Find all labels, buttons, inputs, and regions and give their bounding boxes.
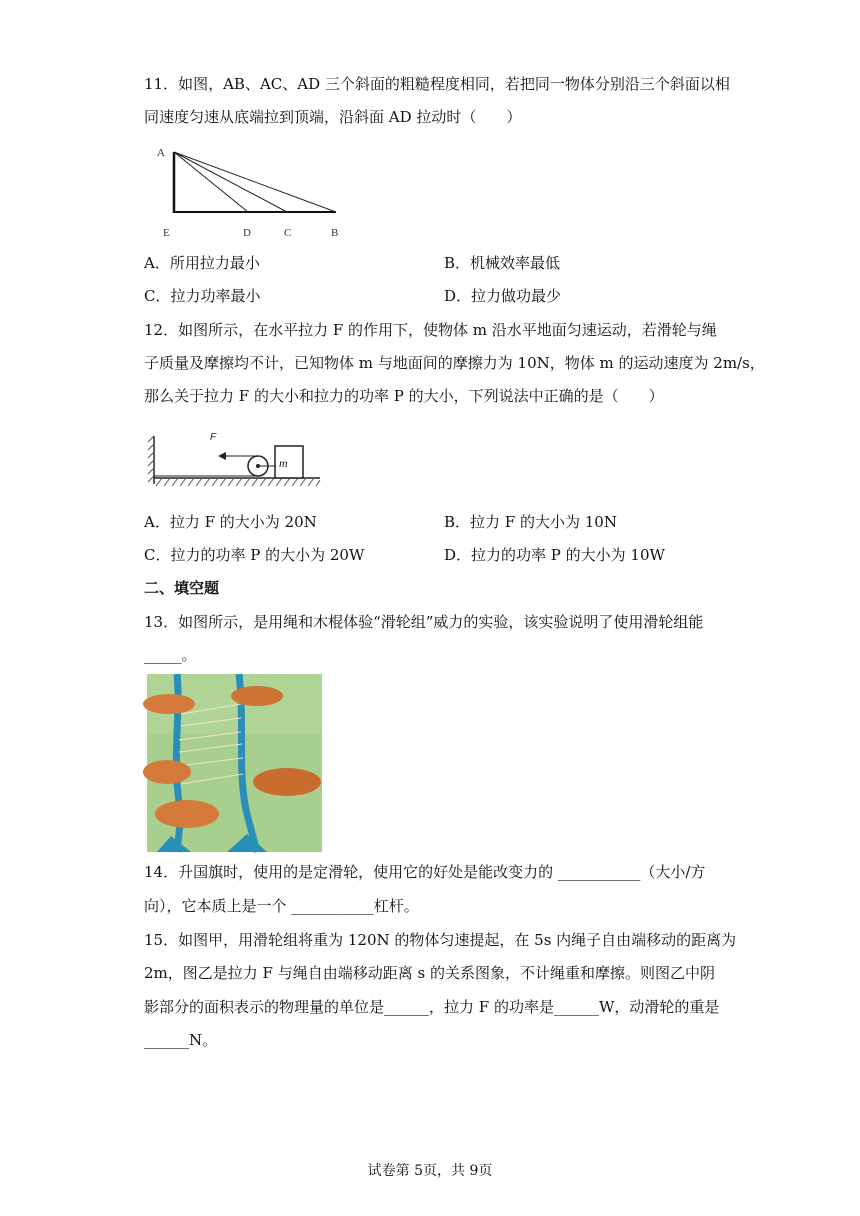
q13-stem-line1: 13．如图所示，是用绳和木棍体验“滑轮组”威力的实验，该实验说明了使用滑轮组能 [144, 613, 704, 631]
q11-option-a: A．所用拉力最小 [144, 254, 260, 272]
q12-option-d: D．拉力的功率 P 的大小为 10W [444, 546, 665, 564]
q11-option-c: C．拉力功率最小 [144, 287, 261, 305]
section-heading-fill-blank: 二、填空题 [144, 579, 220, 597]
label-d: D [243, 227, 251, 239]
q11-option-d: D．拉力做功最少 [444, 287, 562, 305]
q12-pulley-figure [148, 420, 323, 495]
label-a: A [157, 147, 165, 159]
q15-stem-line2: 2m，图乙是拉力 F 与绳自由端移动距离 s 的关系图象，不计绳重和摩擦。则图乙中阴 [144, 964, 715, 982]
q12-stem-line2: 子质量及摩擦均不计，已知物体 m 与地面间的摩擦力为 10N，物体 m 的运动速度为 2m/s， [144, 354, 765, 372]
q15-stem-line3: 影部分的面积表示的物理量的单位是______，拉力 F 的功率是______W，动滑轮的重是 [144, 998, 720, 1016]
q13-stem-line2: _____。 [144, 646, 197, 664]
q14-stem-line2: 向），它本质上是一个 ___________杠杆。 [144, 897, 419, 915]
q15-stem-line1: 15．如图甲，用滑轮组将重为 120N 的物体匀速提起，在 5s 内绳子自由端移动的距离为 [144, 931, 737, 949]
q11-stem-line2: 同速度匀速从底端拉到顶端，沿斜面 AD 拉动时（ ） [144, 108, 522, 126]
q11-option-b: B．机械效率最低 [444, 254, 561, 272]
q15-stem-line4: ______N。 [144, 1031, 218, 1049]
q12-option-b: B．拉力 F 的大小为 10N [444, 513, 617, 531]
label-e: E [163, 227, 170, 239]
q12-option-a: A．拉力 F 的大小为 20N [144, 513, 317, 531]
q12-option-c: C．拉力的功率 P 的大小为 20W [144, 546, 365, 564]
q11-stem-line1: 11．如图，AB、AC、AD 三个斜面的粗糙程度相同，若把同一物体分别沿三个斜面以相 [144, 75, 730, 93]
q12-stem-line1: 12．如图所示，在水平拉力 F 的作用下，使物体 m 沿水平地面匀速运动，若滑轮与绳 [144, 321, 717, 339]
q13-rope-stick-photo [147, 674, 322, 852]
label-m: m [279, 456, 288, 470]
label-c: C [284, 227, 292, 239]
q11-incline-figure [150, 140, 350, 240]
page-footer: 试卷第 5页，共 9页 [367, 1163, 493, 1179]
q14-stem-line1: 14．升国旗时，使用的是定滑轮，使用它的好处是能改变力的 ___________（大小/方 [144, 863, 706, 881]
label-b: B [331, 227, 339, 239]
label-f: F [210, 432, 217, 443]
q12-stem-line3: 那么关于拉力 F 的大小和拉力的功率 P 的大小，下列说法中正确的是（ ） [144, 387, 664, 405]
